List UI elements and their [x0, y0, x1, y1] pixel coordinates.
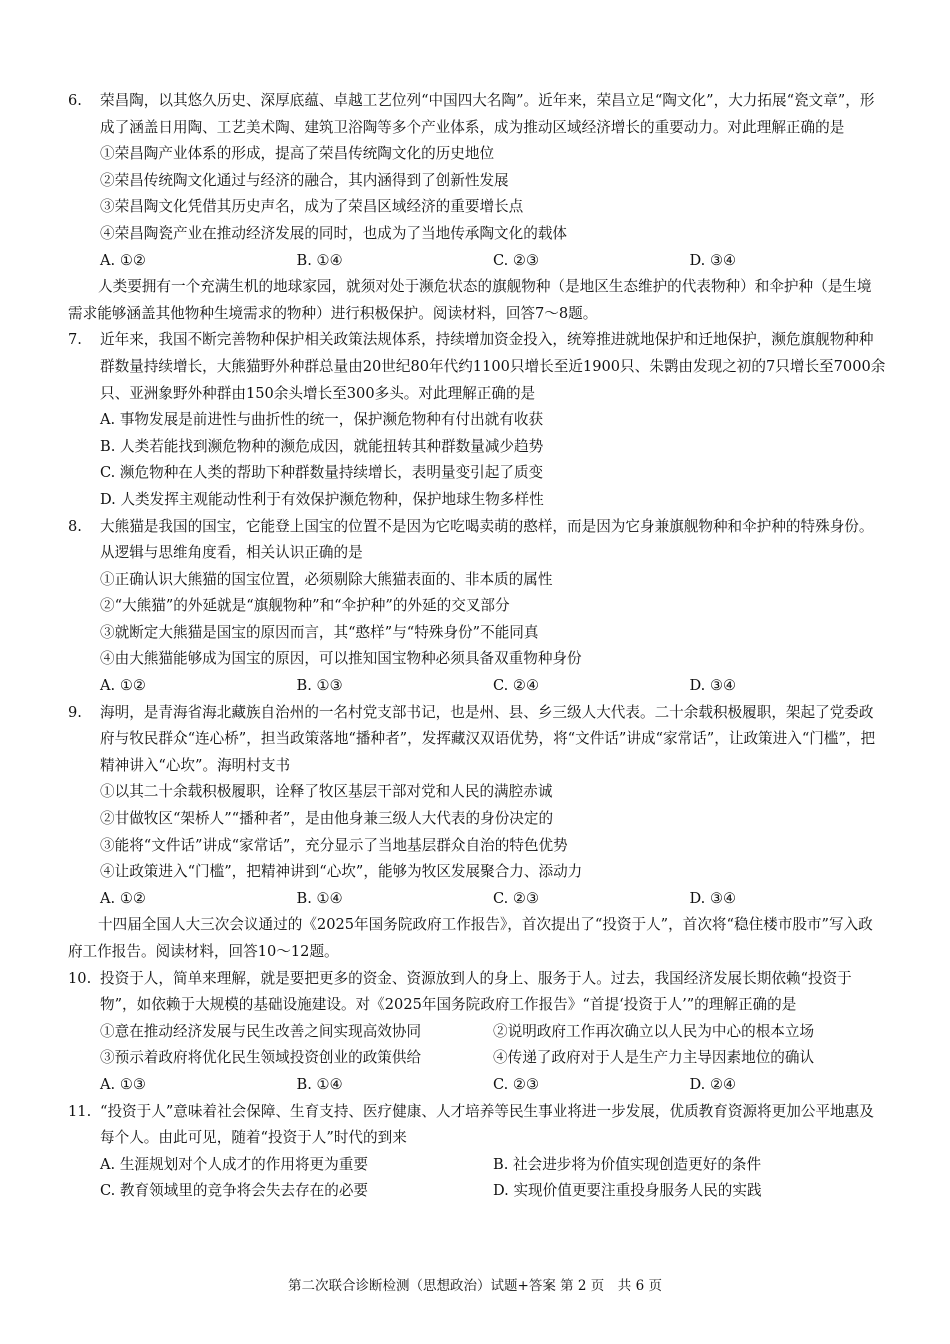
option-d: D. ③④ — [689, 677, 737, 695]
option-a: A. ①② — [100, 889, 146, 907]
statement-1: ①意在推动经济发展与民生改善之间实现高效协同 — [100, 1022, 422, 1040]
question-number: 8. — [68, 517, 82, 535]
option-d: D. 人类发挥主观能动性利于有效保护濒危物种，保护地球生物多样性 — [100, 490, 544, 508]
statement-2: ②荣昌传统陶文化通过与经济的融合，其内涵得到了创新性发展 — [100, 171, 509, 189]
statement-2: ②说明政府工作再次确立以人民为中心的根本立场 — [493, 1022, 815, 1040]
statement-2: ②“大熊猫”的外延就是“旗舰物种”和“伞护种”的外延的交叉部分 — [100, 597, 510, 615]
answer-options — [100, 248, 886, 275]
statement-4: ④荣昌陶瓷产业在推动经济发展的同时，也成为了当地传承陶文化的载体 — [100, 224, 568, 242]
question-7 — [68, 327, 886, 513]
page-footer: 第二次联合诊断检测（思想政治）试题+答案 第 2 页 共 6 页 — [288, 1278, 662, 1294]
statement-1: ①荣昌陶产业体系的形成，提高了荣昌传统陶文化的历史地位 — [100, 145, 495, 163]
option-a: A. 事物发展是前进性与曲折性的统一，保护濒危物种有付出就有收获 — [100, 411, 544, 429]
statement-4: ④由大熊猫能够成为国宝的原因，可以推知国宝物种必须具备双重物种身份 — [100, 650, 582, 668]
answer-options — [100, 886, 886, 913]
question-6 — [68, 88, 886, 274]
statement-3: ③能将“文件话”讲成“家常话”，充分显示了当地基层群众自治的特色优势 — [100, 836, 568, 854]
question-10 — [68, 966, 886, 1099]
option-b: B. ①③ — [296, 677, 343, 695]
statement-3: ③预示着政府将优化民生领域投资创业的政策供给 — [100, 1049, 422, 1067]
question-stem: 近年来，我国不断完善物种保护相关政策法规体系，持续增加资金投入，统筹推进就地保护和迁地保护，濒危旗舰物种种群数量持续增长，大熊猫野外种群总量由20世纪80年代约1100只增长至近1900只、朱鹮由发现之初的7只增长至7000余只、亚洲象野外种群由150余头增长至300多头。对此理解正确的是 — [100, 331, 886, 402]
option-b: B. ①④ — [296, 889, 343, 907]
option-c: C. 濒危物种在人类的帮助下种群数量持续增长，表明量变引起了质变 — [100, 464, 544, 482]
option-d: D. 实现价值更要注重投身服务人民的实践 — [493, 1182, 762, 1200]
statement-4: ④传递了政府对于人是生产力主导因素地位的确认 — [493, 1049, 815, 1067]
option-b: B. ①④ — [296, 1075, 343, 1093]
question-number: 9. — [68, 703, 82, 721]
statement-3: ③荣昌陶文化凭借其历史声名，成为了荣昌区域经济的重要增长点 — [100, 198, 524, 216]
material-7-8: 人类要拥有一个充满生机的地球家园，就须对处于濒危状态的旗舰物种（是地区生态维护的代表物种）和伞护种（是生境需求能够涵盖其他物种生境需求的物种）进行积极保护。阅读材料，回答7～8题。 — [68, 278, 872, 322]
option-b: B. 社会进步将为价值实现创造更好的条件 — [493, 1155, 762, 1173]
option-b: B. ①④ — [296, 251, 343, 269]
statements-row-2 — [100, 1045, 886, 1072]
statement-3: ③就断定大熊猫是国宝的原因而言，其“憨样”与“特殊身份”不能同真 — [100, 623, 539, 641]
option-d: D. ③④ — [689, 889, 737, 907]
option-c: C. ②③ — [493, 889, 540, 907]
question-8 — [68, 514, 886, 700]
option-a: A. 生涯规划对个人成才的作用将更为重要 — [100, 1155, 368, 1173]
question-stem: 海明，是青海省海北藏族自治州的一名村党支部书记，也是州、县、乡三级人大代表。二十余载积极履职，架起了党委政府与牧民群众“连心桥”，担当政策落地“播种者”，发挥藏汉双语优势，将“文件话”讲成“家常话”，让政策进入“门槛”，把精神讲入“心坎”。海明村支书 — [100, 703, 876, 774]
option-a: A. ①② — [100, 251, 146, 269]
statement-4: ④让政策进入“门槛”，把精神讲到“心坎”，能够为牧区发展聚合力、添动力 — [100, 863, 583, 881]
question-stem: “投资于人”意味着社会保障、生育支持、医疗健康、人才培养等民生事业将进一步发展，优质教育资源将更加公平地惠及每个人。由此可见，随着“投资于人”时代的到来 — [100, 1102, 874, 1147]
question-stem: 荣昌陶，以其悠久历史、深厚底蕴、卓越工艺位列“中国四大名陶”。近年来，荣昌立足“陶文化”，大力拓展“瓷文章”，形成了涵盖日用陶、工艺美术陶、建筑卫浴陶等多个产业体系，成为推动区域经济增长的重要动力。对此理解正确的是 — [100, 92, 875, 136]
option-c: C. ②③ — [493, 251, 540, 269]
question-9 — [68, 700, 886, 913]
exam-page — [68, 88, 886, 1205]
question-11 — [68, 1099, 886, 1205]
statement-1: ①以其二十余载积极履职，诠释了牧区基层干部对党和人民的满腔赤诚 — [100, 783, 553, 801]
option-a: A. ①② — [100, 677, 146, 695]
option-c: C. ②④ — [493, 677, 540, 695]
question-stem: 投资于人，简单来理解，就是要把更多的资金、资源放到人的身上、服务于人。过去，我国经济发展长期依赖“投资于物”，如依赖于大规模的基础设施建设。对《2025年国务院政府工作报告》“首提‘投资于人’”的理解正确的是 — [100, 969, 852, 1014]
material-10-12: 十四届全国人大三次会议通过的《2025年国务院政府工作报告》，首次提出了“投资于人”，首次将“稳住楼市股市”写入政府工作报告。阅读材料，回答10～12题。 — [68, 916, 873, 960]
question-number: 7. — [68, 331, 82, 349]
options-row-1 — [100, 1152, 886, 1179]
question-number: 10. — [68, 969, 92, 987]
option-d: D. ②④ — [689, 1075, 737, 1093]
answer-options — [100, 673, 886, 700]
option-a: A. ①③ — [100, 1075, 146, 1093]
option-d: D. ③④ — [689, 251, 737, 269]
option-c: C. 教育领域里的竞争将会失去存在的必要 — [100, 1182, 369, 1200]
options-row-2 — [100, 1178, 886, 1205]
option-b: B. 人类若能找到濒危物种的濒危成因，就能扭转其种群数量减少趋势 — [100, 437, 544, 455]
option-c: C. ②③ — [493, 1075, 540, 1093]
question-number: 6. — [68, 92, 82, 109]
answer-options — [100, 1072, 886, 1099]
statement-1: ①正确认识大熊猫的国宝位置，必须剔除大熊猫表面的、非本质的属性 — [100, 570, 553, 588]
statements-row-1 — [100, 1019, 886, 1046]
question-stem: 大熊猫是我国的国宝，它能登上国宝的位置不是因为它吃喝卖萌的憨样，而是因为它身兼旗舰物种和伞护种的特殊身份。从逻辑与思维角度看，相关认识正确的是 — [100, 517, 874, 562]
statement-2: ②甘做牧区“架桥人”“播种者”，是由他身兼三级人大代表的身份决定的 — [100, 810, 554, 828]
question-number: 11. — [68, 1102, 92, 1120]
